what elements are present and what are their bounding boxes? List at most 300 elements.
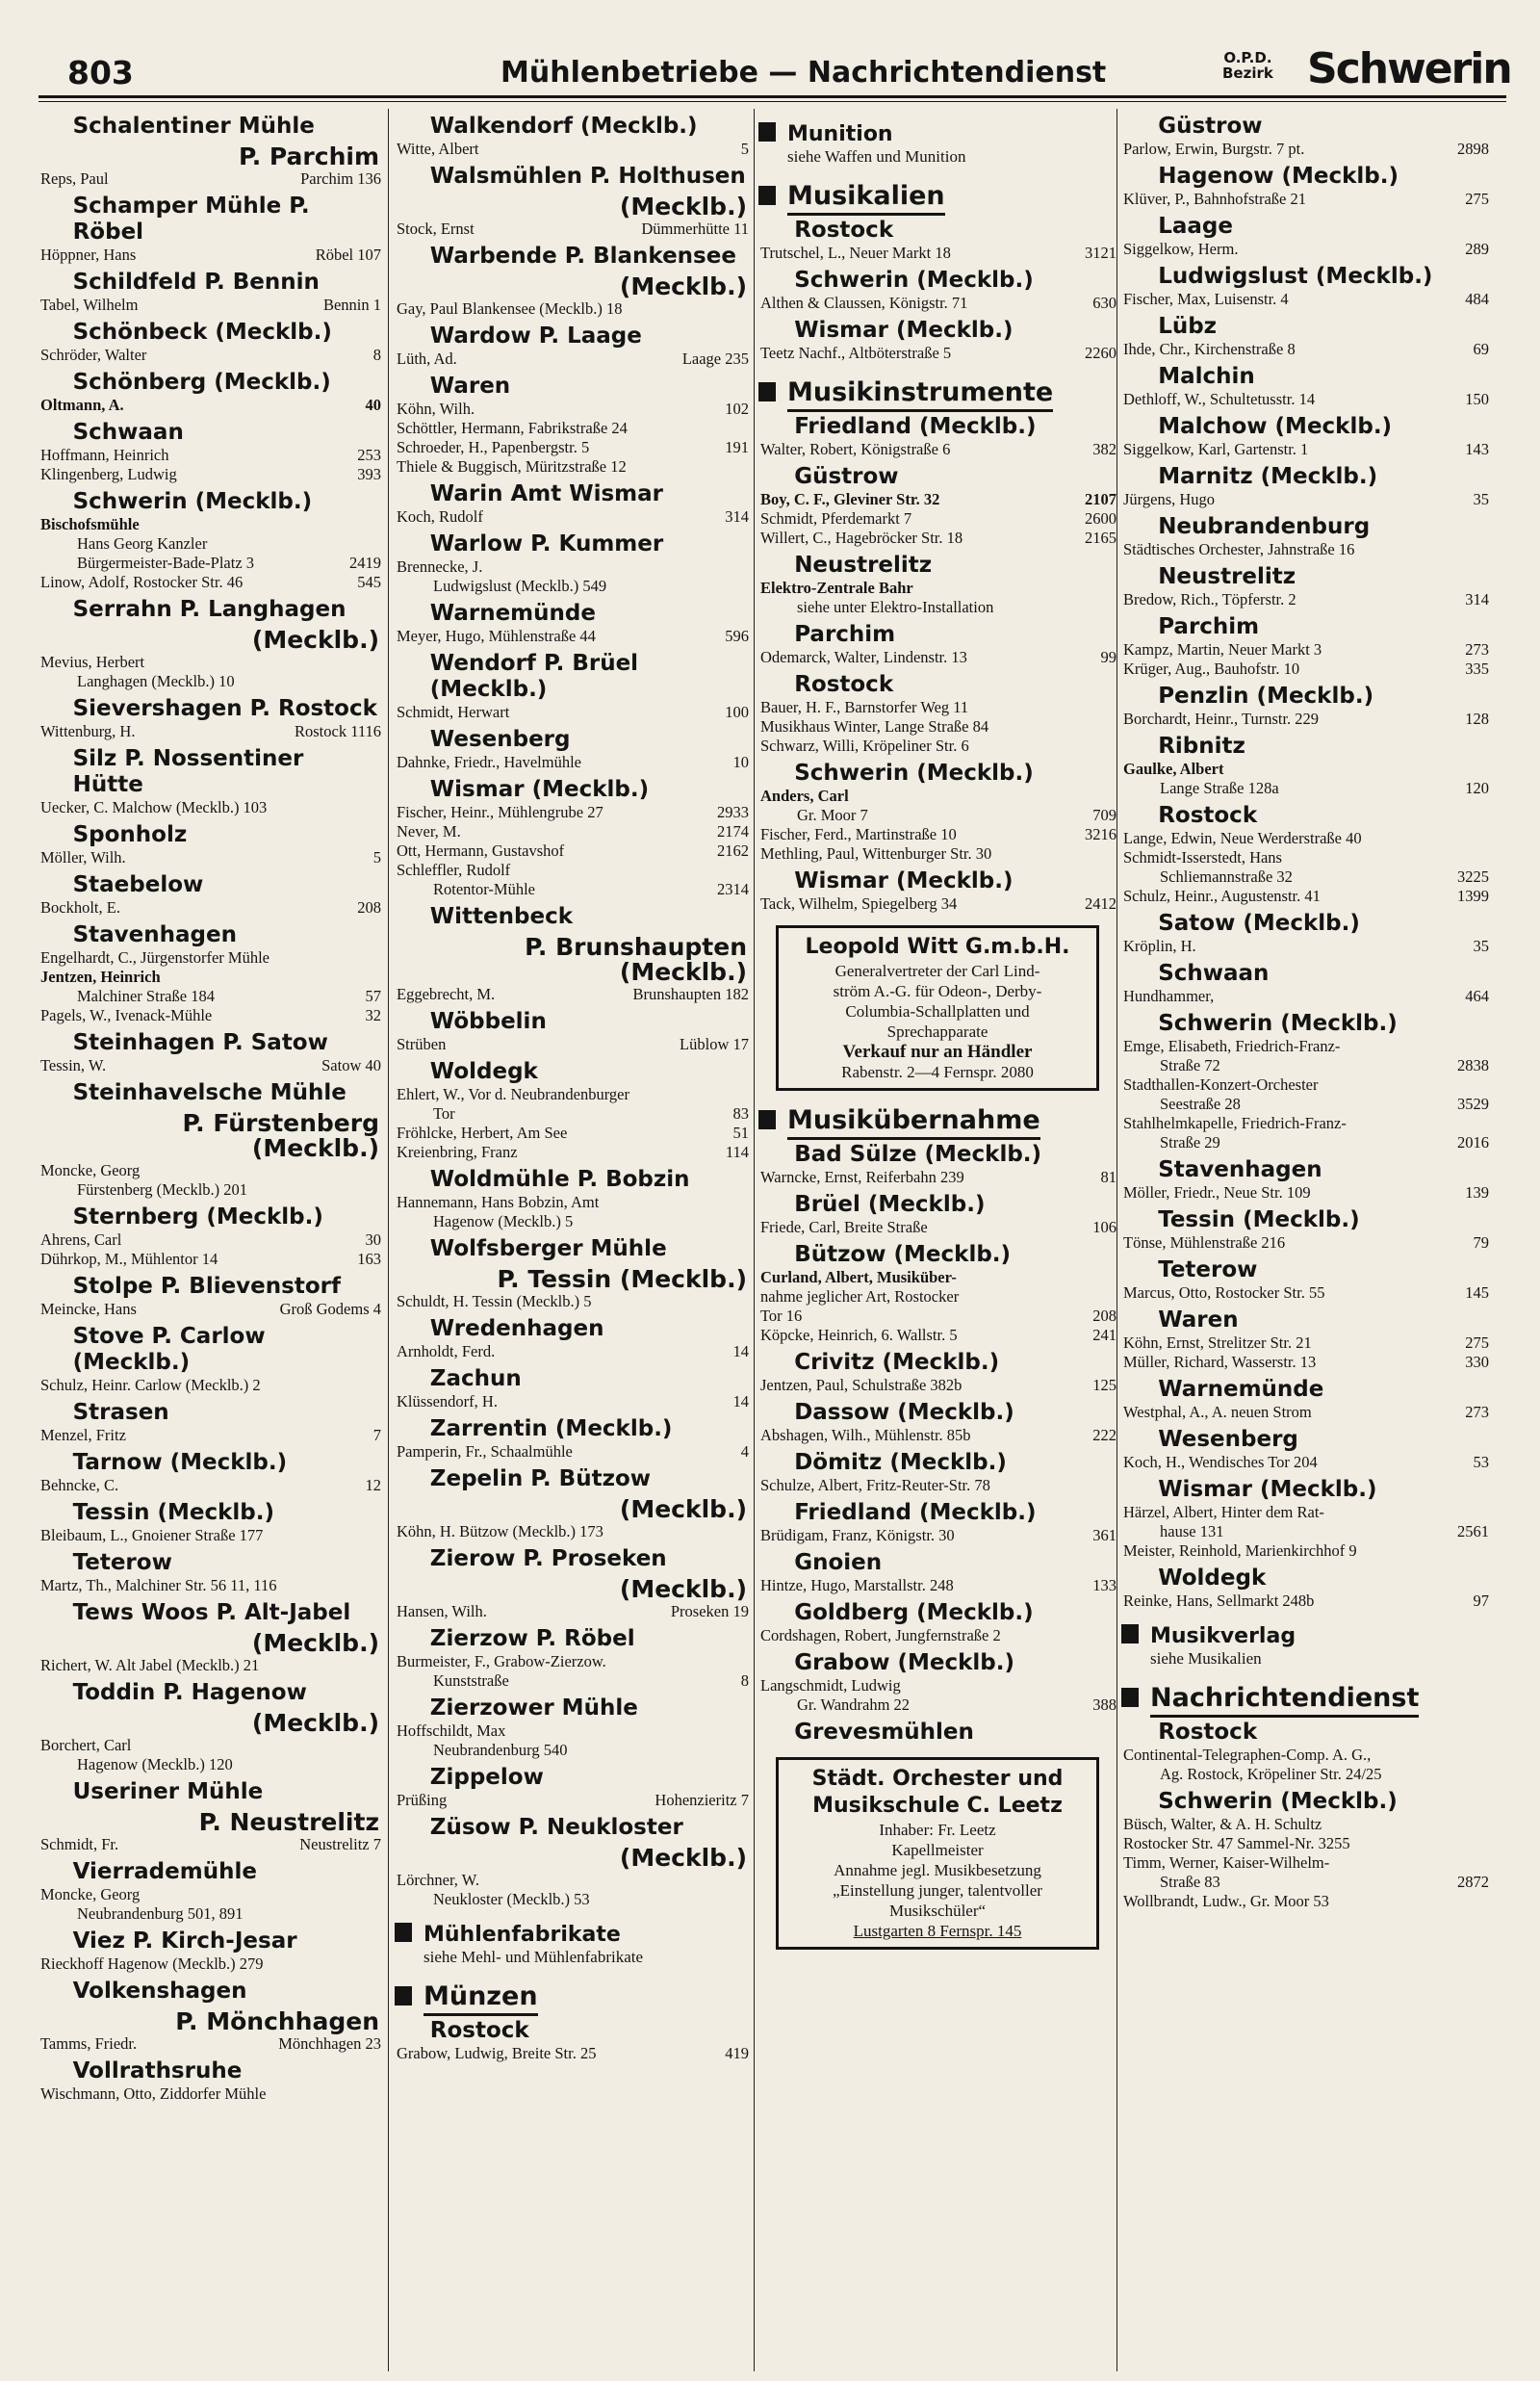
- bullet-square-icon: [758, 186, 776, 205]
- place-heading: Zippelow: [429, 1765, 544, 1790]
- place-heading: Schönberg (Mecklb.): [72, 370, 331, 395]
- directory-entry: [1121, 140, 1489, 159]
- directory-entry: [38, 515, 381, 534]
- directory-entry: [395, 1522, 749, 1541]
- entry-name: Moncke, Georg: [40, 1885, 141, 1903]
- entry-number: 32: [365, 1006, 381, 1024]
- directory-entry: [1121, 290, 1489, 309]
- entry-number: 596: [725, 627, 749, 645]
- entry-name: Jentzen, Heinrich: [40, 968, 161, 986]
- place-heading: Wismar (Mecklb.): [429, 777, 650, 802]
- entry-number: 330: [1465, 1353, 1489, 1371]
- entry-number: 382: [1092, 440, 1116, 458]
- entry-name: Parlow, Erwin, Burgstr. 7 pt.: [1123, 140, 1305, 158]
- entry-name: Behncke, C.: [40, 1476, 119, 1494]
- entry-number: Röbel 107: [315, 246, 381, 264]
- entry-name: Bockholt, E.: [40, 898, 120, 917]
- entry-name: Siggelkow, Herm.: [1123, 240, 1239, 258]
- directory-entry: [1121, 1095, 1489, 1114]
- section-heading: [395, 1923, 749, 1948]
- directory-entry: [758, 894, 1116, 914]
- place-heading-continuation: P. Mönchhagen: [175, 2007, 379, 2035]
- entry-name: Neubrandenburg 501, 891: [77, 1904, 244, 1923]
- entry-number: 191: [725, 438, 749, 456]
- place-heading: Wesenberg: [429, 727, 571, 752]
- entry-name: Engelhardt, C., Jürgenstorfer Mühle: [40, 948, 270, 967]
- place-heading-continuation: (Mecklb.): [251, 626, 379, 654]
- entry-name: Martz, Th., Malchiner Str. 56 11, 116: [40, 1576, 277, 1594]
- entry-name: Schöttler, Hermann, Fabrikstraße 24: [397, 419, 628, 437]
- section-heading: [758, 122, 1116, 147]
- directory-entry: [758, 490, 1116, 509]
- place-heading: Schwerin (Mecklb.): [1158, 1011, 1398, 1036]
- directory-entry: [758, 1168, 1116, 1187]
- place-heading: Teterow: [72, 1550, 172, 1575]
- directory-entry: [38, 1230, 381, 1250]
- entry-number: 208: [1092, 1307, 1116, 1325]
- bullet-square-icon: [395, 1986, 412, 2006]
- place-heading: Brüel (Mecklb.): [794, 1192, 986, 1217]
- entry-number: 709: [1092, 806, 1116, 824]
- directory-entry: [395, 299, 749, 319]
- place-heading: Sievershagen P. Rostock: [72, 696, 377, 721]
- ad-line: Kapellmeister: [891, 1841, 984, 1859]
- ad-line: Columbia-Schallplatten und: [845, 1002, 1030, 1021]
- place-heading: Staebelow: [72, 872, 204, 897]
- entry-name: Strüben: [397, 1035, 447, 1053]
- entry-number: Hohenzieritz 7: [654, 1791, 749, 1809]
- place-heading: Crivitz (Mecklb.): [794, 1350, 1000, 1375]
- entry-name: Never, M.: [397, 822, 461, 841]
- entry-name: nahme jeglicher Art, Rostocker: [760, 1287, 960, 1306]
- directory-entry: [1121, 1037, 1489, 1056]
- place-heading: Bützow (Mecklb.): [794, 1242, 1012, 1267]
- entry-name: Jürgens, Hugo: [1123, 490, 1216, 508]
- directory-entry: [38, 672, 381, 691]
- entry-name: Eggebrecht, M.: [397, 985, 496, 1003]
- ad-line: „Einstellung junger, talentvoller: [833, 1881, 1042, 1900]
- page-title: Mühlenbetriebe — Nachrichtendienst: [500, 56, 1107, 90]
- directory-entry: [758, 737, 1116, 756]
- directory-entry: [1121, 590, 1489, 609]
- entry-number: 2872: [1457, 1873, 1489, 1891]
- directory-entry: [1121, 1453, 1489, 1472]
- entry-name: Höppner, Hans: [40, 246, 137, 264]
- directory-entry: [1121, 779, 1489, 798]
- directory-entry: [758, 1268, 1116, 1287]
- entry-name: Richert, W. Alt Jabel (Mecklb.) 21: [40, 1656, 260, 1674]
- directory-entry: [395, 1392, 749, 1411]
- directory-entry: [1121, 1075, 1489, 1095]
- directory-entry: [1121, 340, 1489, 359]
- entry-name: Ag. Rostock, Kröpeliner Str. 24/25: [1160, 1765, 1382, 1783]
- directory-entry: [1121, 987, 1489, 1006]
- place-heading: Zierzower Mühle: [429, 1695, 638, 1721]
- directory-entry: [1121, 1892, 1489, 1911]
- directory-entry: [758, 717, 1116, 737]
- directory-entry: [395, 577, 749, 596]
- entry-name: Kröplin, H.: [1123, 937, 1196, 955]
- entry-name: Städtisches Orchester, Jahnstraße 16: [1123, 540, 1355, 558]
- directory-entry: [38, 1755, 381, 1774]
- place-heading: Gnoien: [794, 1550, 883, 1575]
- entry-name: Schroeder, H., Papenbergstr. 5: [397, 438, 590, 456]
- place-heading: Wolfsberger Mühle: [429, 1236, 667, 1261]
- directory-entry: [38, 573, 381, 592]
- entry-name: Ludwigslust (Mecklb.) 549: [433, 577, 607, 595]
- entry-name: Reinke, Hans, Sellmarkt 248b: [1123, 1592, 1315, 1610]
- directory-entry: [38, 534, 381, 554]
- place-heading-continuation: P. Tessin (Mecklb.): [497, 1265, 747, 1293]
- directory-entry: [1121, 390, 1489, 409]
- entry-number: 335: [1465, 660, 1489, 678]
- entry-name: Mevius, Herbert: [40, 653, 145, 671]
- entry-name: Möller, Friedr., Neue Str. 109: [1123, 1183, 1311, 1202]
- header-rule: [38, 95, 1506, 102]
- entry-name: Tor: [433, 1104, 455, 1123]
- entry-name: Willert, C., Hagebröcker Str. 18: [760, 529, 963, 547]
- directory-entry: [38, 1576, 381, 1595]
- entry-number: 8: [372, 346, 381, 364]
- entry-name: Hans Georg Kanzler: [77, 534, 208, 553]
- directory-entry: [1121, 1233, 1489, 1253]
- place-heading: Stavenhagen: [1158, 1157, 1322, 1182]
- section-heading: [395, 1980, 749, 2013]
- entry-name: Lange, Edwin, Neue Werderstraße 40: [1123, 829, 1362, 847]
- directory-entry: [1121, 1522, 1489, 1541]
- ad-line: Sprechapparate: [886, 1022, 988, 1041]
- directory-entry: [38, 169, 381, 189]
- place-heading: Züsow P. Neukloster: [429, 1815, 683, 1840]
- directory-entry: [38, 465, 381, 484]
- entry-number: 51: [732, 1124, 749, 1142]
- directory-entry: [758, 294, 1116, 313]
- place-heading: Penzlin (Mecklb.): [1158, 684, 1374, 709]
- directory-entry: [395, 220, 749, 239]
- place-heading: Güstrow: [1158, 114, 1263, 139]
- entry-number: 361: [1092, 1526, 1116, 1544]
- place-heading: Schalentiner Mühle: [72, 114, 315, 139]
- directory-entry: [758, 440, 1116, 459]
- place-heading: Toddin P. Hagenow: [72, 1680, 307, 1705]
- entry-number: 14: [732, 1392, 749, 1410]
- entry-number: 69: [1473, 340, 1489, 358]
- directory-entry: [395, 1212, 749, 1231]
- directory-entry: [758, 1576, 1116, 1595]
- place-heading: Waren: [429, 374, 511, 399]
- entry-name: Langschmidt, Ludwig: [760, 1676, 901, 1695]
- directory-entry: [38, 1376, 381, 1395]
- directory-entry: [395, 627, 749, 646]
- directory-entry: [395, 400, 749, 419]
- entry-name: Möller, Wilh.: [40, 848, 126, 867]
- entry-number: 393: [357, 465, 381, 483]
- place-heading-continuation: P. Parchim: [238, 142, 379, 170]
- place-heading: Stove P. Carlow (Mecklb.): [72, 1324, 266, 1375]
- place-heading: Waren: [1158, 1307, 1239, 1333]
- entry-name: Müller, Richard, Wasserstr. 13: [1123, 1353, 1317, 1371]
- place-heading: Schwaan: [72, 420, 184, 445]
- entry-name: Cordshagen, Robert, Jungfernstraße 2: [760, 1626, 1001, 1644]
- entry-number: 114: [725, 1143, 749, 1161]
- entry-name: Klüssendorf, H.: [397, 1392, 498, 1410]
- entry-number: 3225: [1457, 867, 1489, 886]
- place-heading: Wöbbelin: [429, 1009, 547, 1034]
- entry-name: Schröder, Walter: [40, 346, 147, 364]
- directory-entry: [38, 396, 381, 415]
- directory-entry: [38, 722, 381, 741]
- directory-entry: [1121, 1503, 1489, 1522]
- entry-number: 35: [1473, 937, 1489, 955]
- entry-name: Köhn, Wilh.: [397, 400, 475, 418]
- directory-entry: [395, 1292, 749, 1311]
- directory-entry: [395, 1124, 749, 1143]
- entry-name: Schmidt, Herwart: [397, 703, 510, 721]
- directory-entry: [758, 648, 1116, 667]
- entry-name: Linow, Adolf, Rostocker Str. 46: [40, 573, 244, 591]
- directory-entry: [395, 1035, 749, 1054]
- directory-entry: [395, 985, 749, 1004]
- entry-number: 125: [1092, 1376, 1116, 1394]
- directory-entry: [758, 844, 1116, 864]
- entry-name: Marcus, Otto, Rostocker Str. 55: [1123, 1283, 1325, 1302]
- directory-entry: [758, 1626, 1116, 1645]
- entry-number: 2165: [1085, 529, 1116, 547]
- entry-name: Lörchner, W.: [397, 1871, 479, 1889]
- entry-number: 143: [1465, 440, 1489, 458]
- directory-entry: [38, 1526, 381, 1545]
- directory-entry: [1121, 1834, 1489, 1853]
- entry-number: 2898: [1457, 140, 1489, 158]
- directory-entry: [395, 140, 749, 159]
- place-heading: Schwerin (Mecklb.): [794, 268, 1034, 293]
- place-heading-continuation: P. Fürstenberg (Mecklb.): [182, 1109, 379, 1162]
- entry-name: Gr. Moor 7: [797, 806, 868, 824]
- directory-entry: [38, 1006, 381, 1025]
- directory-entry: [758, 1287, 1116, 1307]
- ad-line: Lustgarten 8 Fernspr. 145: [853, 1922, 1022, 1940]
- entry-name: Timm, Werner, Kaiser-Wilhelm-: [1123, 1853, 1330, 1872]
- ad-line-bold: Verkauf nur an Händler: [842, 1042, 1033, 1062]
- directory-entry: [395, 557, 749, 577]
- entry-name: Elektro-Zentrale Bahr: [760, 579, 913, 597]
- place-heading: Schildfeld P. Bennin: [72, 270, 320, 295]
- entry-name: Seestraße 28: [1160, 1095, 1241, 1113]
- directory-entry: [758, 1426, 1116, 1445]
- entry-name: Tor 16: [760, 1307, 803, 1325]
- place-heading: Wendorf P. Brüel (Mecklb.): [429, 651, 639, 702]
- place-heading: Marnitz (Mecklb.): [1158, 464, 1378, 489]
- entry-number: 79: [1473, 1233, 1489, 1252]
- place-heading: Serrahn P. Langhagen: [72, 597, 346, 622]
- entry-number: 139: [1465, 1183, 1489, 1202]
- entry-name: Kunststraße: [433, 1671, 509, 1690]
- directory-entry: [38, 1835, 381, 1854]
- directory-entry: [1121, 1283, 1489, 1303]
- section-title: Musikübernahme: [787, 1105, 1040, 1140]
- entry-name: Köpcke, Heinrich, 6. Wallstr. 5: [760, 1326, 958, 1344]
- place-heading: Malchow (Mecklb.): [1158, 414, 1393, 439]
- entry-name: Musikhaus Winter, Lange Straße 84: [760, 717, 989, 736]
- place-heading: Wesenberg: [1158, 1427, 1298, 1452]
- place-heading: Friedland (Mecklb.): [794, 1500, 1037, 1525]
- entry-number: 2016: [1457, 1133, 1489, 1152]
- section-heading: [758, 376, 1116, 409]
- entry-name: Lange Straße 128a: [1160, 779, 1279, 797]
- place-heading: Schönbeck (Mecklb.): [72, 320, 332, 345]
- entry-number: 10: [732, 753, 749, 771]
- entry-number: 1399: [1457, 887, 1489, 905]
- directory-entry: [38, 1161, 381, 1180]
- entry-number: 630: [1092, 294, 1116, 312]
- directory-entry: [758, 529, 1116, 548]
- place-heading: Dassow (Mecklb.): [794, 1400, 1014, 1425]
- directory-entry: [1121, 490, 1489, 509]
- place-heading-continuation: (Mecklb.): [619, 1495, 747, 1523]
- place-heading-continuation: (Mecklb.): [251, 1629, 379, 1657]
- entry-name: Schliemannstraße 32: [1160, 867, 1293, 886]
- ad-line: Annahme jegl. Musikbesetzung: [834, 1861, 1041, 1879]
- entry-number: 3216: [1085, 825, 1116, 843]
- entry-name: Schwarz, Willi, Kröpeliner Str. 6: [760, 737, 969, 755]
- entry-number: 3529: [1457, 1095, 1489, 1113]
- directory-entry: [38, 1885, 381, 1904]
- entry-name: Fürstenberg (Mecklb.) 201: [77, 1180, 248, 1199]
- bullet-square-icon: [758, 122, 776, 142]
- directory-entry: [1121, 1765, 1489, 1784]
- bullet-square-icon: [758, 1110, 776, 1129]
- directory-entry: [1121, 1403, 1489, 1422]
- place-heading-continuation: (Mecklb.): [619, 272, 747, 300]
- entry-number: 133: [1092, 1576, 1116, 1594]
- place-heading: Warlow P. Kummer: [429, 531, 664, 556]
- directory-entry: [38, 968, 381, 987]
- entry-number: 222: [1092, 1426, 1116, 1444]
- place-heading-continuation: (Mecklb.): [619, 1844, 747, 1872]
- place-heading: Tessin (Mecklb.): [1158, 1207, 1360, 1232]
- entry-number: 208: [357, 898, 381, 917]
- place-heading: Schwaan: [1158, 961, 1270, 986]
- entry-name: Trutschel, L., Neuer Markt 18: [760, 244, 951, 262]
- directory-entry: [395, 803, 749, 822]
- directory-entry: [1121, 440, 1489, 459]
- entry-name: Pagels, W., Ivenack-Mühle: [40, 1006, 213, 1024]
- entry-name: Althen & Claussen, Königstr. 71: [760, 294, 968, 312]
- entry-number: 3121: [1085, 244, 1116, 262]
- entry-name: Gay, Paul Blankensee (Mecklb.) 18: [397, 299, 623, 318]
- directory-entry: [1121, 1541, 1489, 1561]
- directory-entry: [1121, 1815, 1489, 1834]
- entry-name: Wollbrandt, Ludw., Gr. Moor 53: [1123, 1892, 1329, 1910]
- directory-entry: [395, 841, 749, 861]
- directory-entry: [395, 1871, 749, 1890]
- entry-number: 5: [372, 848, 381, 867]
- directory-entry: [395, 1791, 749, 1810]
- directory-entry: [758, 1526, 1116, 1545]
- entry-number: Neustrelitz 7: [299, 1835, 381, 1853]
- entry-number: 2600: [1085, 509, 1116, 528]
- entry-name: Malchiner Straße 184: [77, 987, 215, 1005]
- entry-number: 2412: [1085, 894, 1116, 913]
- place-heading: Zachun: [429, 1366, 522, 1391]
- section-title: Mühlenfabrikate: [424, 1923, 621, 1947]
- entry-name: Bredow, Rich., Töpferstr. 2: [1123, 590, 1296, 608]
- place-heading: Steinhavelsche Mühle: [72, 1080, 346, 1105]
- entry-number: 5: [740, 140, 749, 158]
- entry-name: Moncke, Georg: [40, 1161, 141, 1179]
- entry-number: 314: [725, 507, 749, 526]
- place-heading: Goldberg (Mecklb.): [794, 1600, 1034, 1625]
- entry-name: Anders, Carl: [760, 787, 849, 805]
- directory-entry: [38, 798, 381, 817]
- directory-entry: [395, 1104, 749, 1124]
- place-heading: Schwerin (Mecklb.): [72, 489, 313, 514]
- place-heading: Tews Woos P. Alt-Jabel: [72, 1600, 351, 1625]
- directory-entry: [395, 457, 749, 477]
- advertisement-orchester-leetz: [776, 1757, 1099, 1950]
- entry-name: Fröhlcke, Herbert, Am See: [397, 1124, 568, 1142]
- entry-name: Curland, Albert, Musiküber-: [760, 1268, 957, 1286]
- cross-reference: siehe Mehl- und Mühlenfabrikate: [424, 1948, 644, 1966]
- directory-entry: [395, 1741, 749, 1760]
- directory-entry: [395, 1671, 749, 1691]
- directory-entry: [758, 579, 1116, 598]
- entry-name: Koch, H., Wendisches Tor 204: [1123, 1453, 1318, 1471]
- directory-entry: [1121, 1746, 1489, 1765]
- entry-name: Rieckhoff Hagenow (Mecklb.) 279: [40, 1954, 264, 1973]
- entry-number: 388: [1092, 1695, 1116, 1714]
- column-2: [395, 109, 749, 2371]
- place-heading: Zierzow P. Röbel: [429, 1626, 635, 1651]
- entry-number: 2260: [1085, 344, 1116, 362]
- place-heading-continuation: P. Neustrelitz: [198, 1808, 379, 1836]
- entry-name: Bauer, H. F., Barnstorfer Weg 11: [760, 698, 969, 716]
- place-heading: Teterow: [1158, 1257, 1258, 1282]
- place-heading-continuation: (Mecklb.): [619, 193, 747, 220]
- entry-number: Rostock 1116: [295, 722, 381, 740]
- entry-number: 253: [357, 446, 381, 464]
- section-title: Nachrichtendienst: [1150, 1683, 1419, 1718]
- entry-name: Witte, Albert: [397, 140, 479, 158]
- directory-entry: [1121, 760, 1489, 779]
- entry-number: 99: [1100, 648, 1116, 666]
- place-heading: Stavenhagen: [72, 922, 237, 947]
- place-heading: Tarnow (Mecklb.): [72, 1450, 288, 1475]
- entry-name: Schmidt, Pferdemarkt 7: [760, 509, 912, 528]
- entry-name: Borchardt, Heinr., Turnstr. 229: [1123, 710, 1320, 728]
- place-heading: Rostock: [794, 672, 894, 697]
- directory-entry: [395, 753, 749, 772]
- directory-entry: [38, 2084, 381, 2104]
- directory-entry: [38, 446, 381, 465]
- entry-number: 106: [1092, 1218, 1116, 1236]
- directory-entry: [758, 1307, 1116, 1326]
- directory-entry: [38, 1300, 381, 1319]
- place-heading: Wismar (Mecklb.): [794, 868, 1014, 893]
- directory-entry: [1121, 1592, 1489, 1611]
- entry-number: Satow 40: [321, 1056, 381, 1074]
- entry-number: Groß Godems 4: [279, 1300, 381, 1318]
- entry-name: Continental-Telegraphen-Comp. A. G.,: [1123, 1746, 1372, 1764]
- directory-entry: [758, 1376, 1116, 1395]
- place-heading: Bad Sülze (Mecklb.): [794, 1142, 1042, 1167]
- directory-entry: [38, 1476, 381, 1495]
- entry-name: Bischofsmühle: [40, 515, 140, 533]
- place-heading: Viez P. Kirch-Jesar: [72, 1928, 297, 1954]
- page-header: [38, 35, 1511, 102]
- entry-name: Hoffmann, Heinrich: [40, 446, 169, 464]
- place-heading: Zarrentin (Mecklb.): [429, 1416, 673, 1441]
